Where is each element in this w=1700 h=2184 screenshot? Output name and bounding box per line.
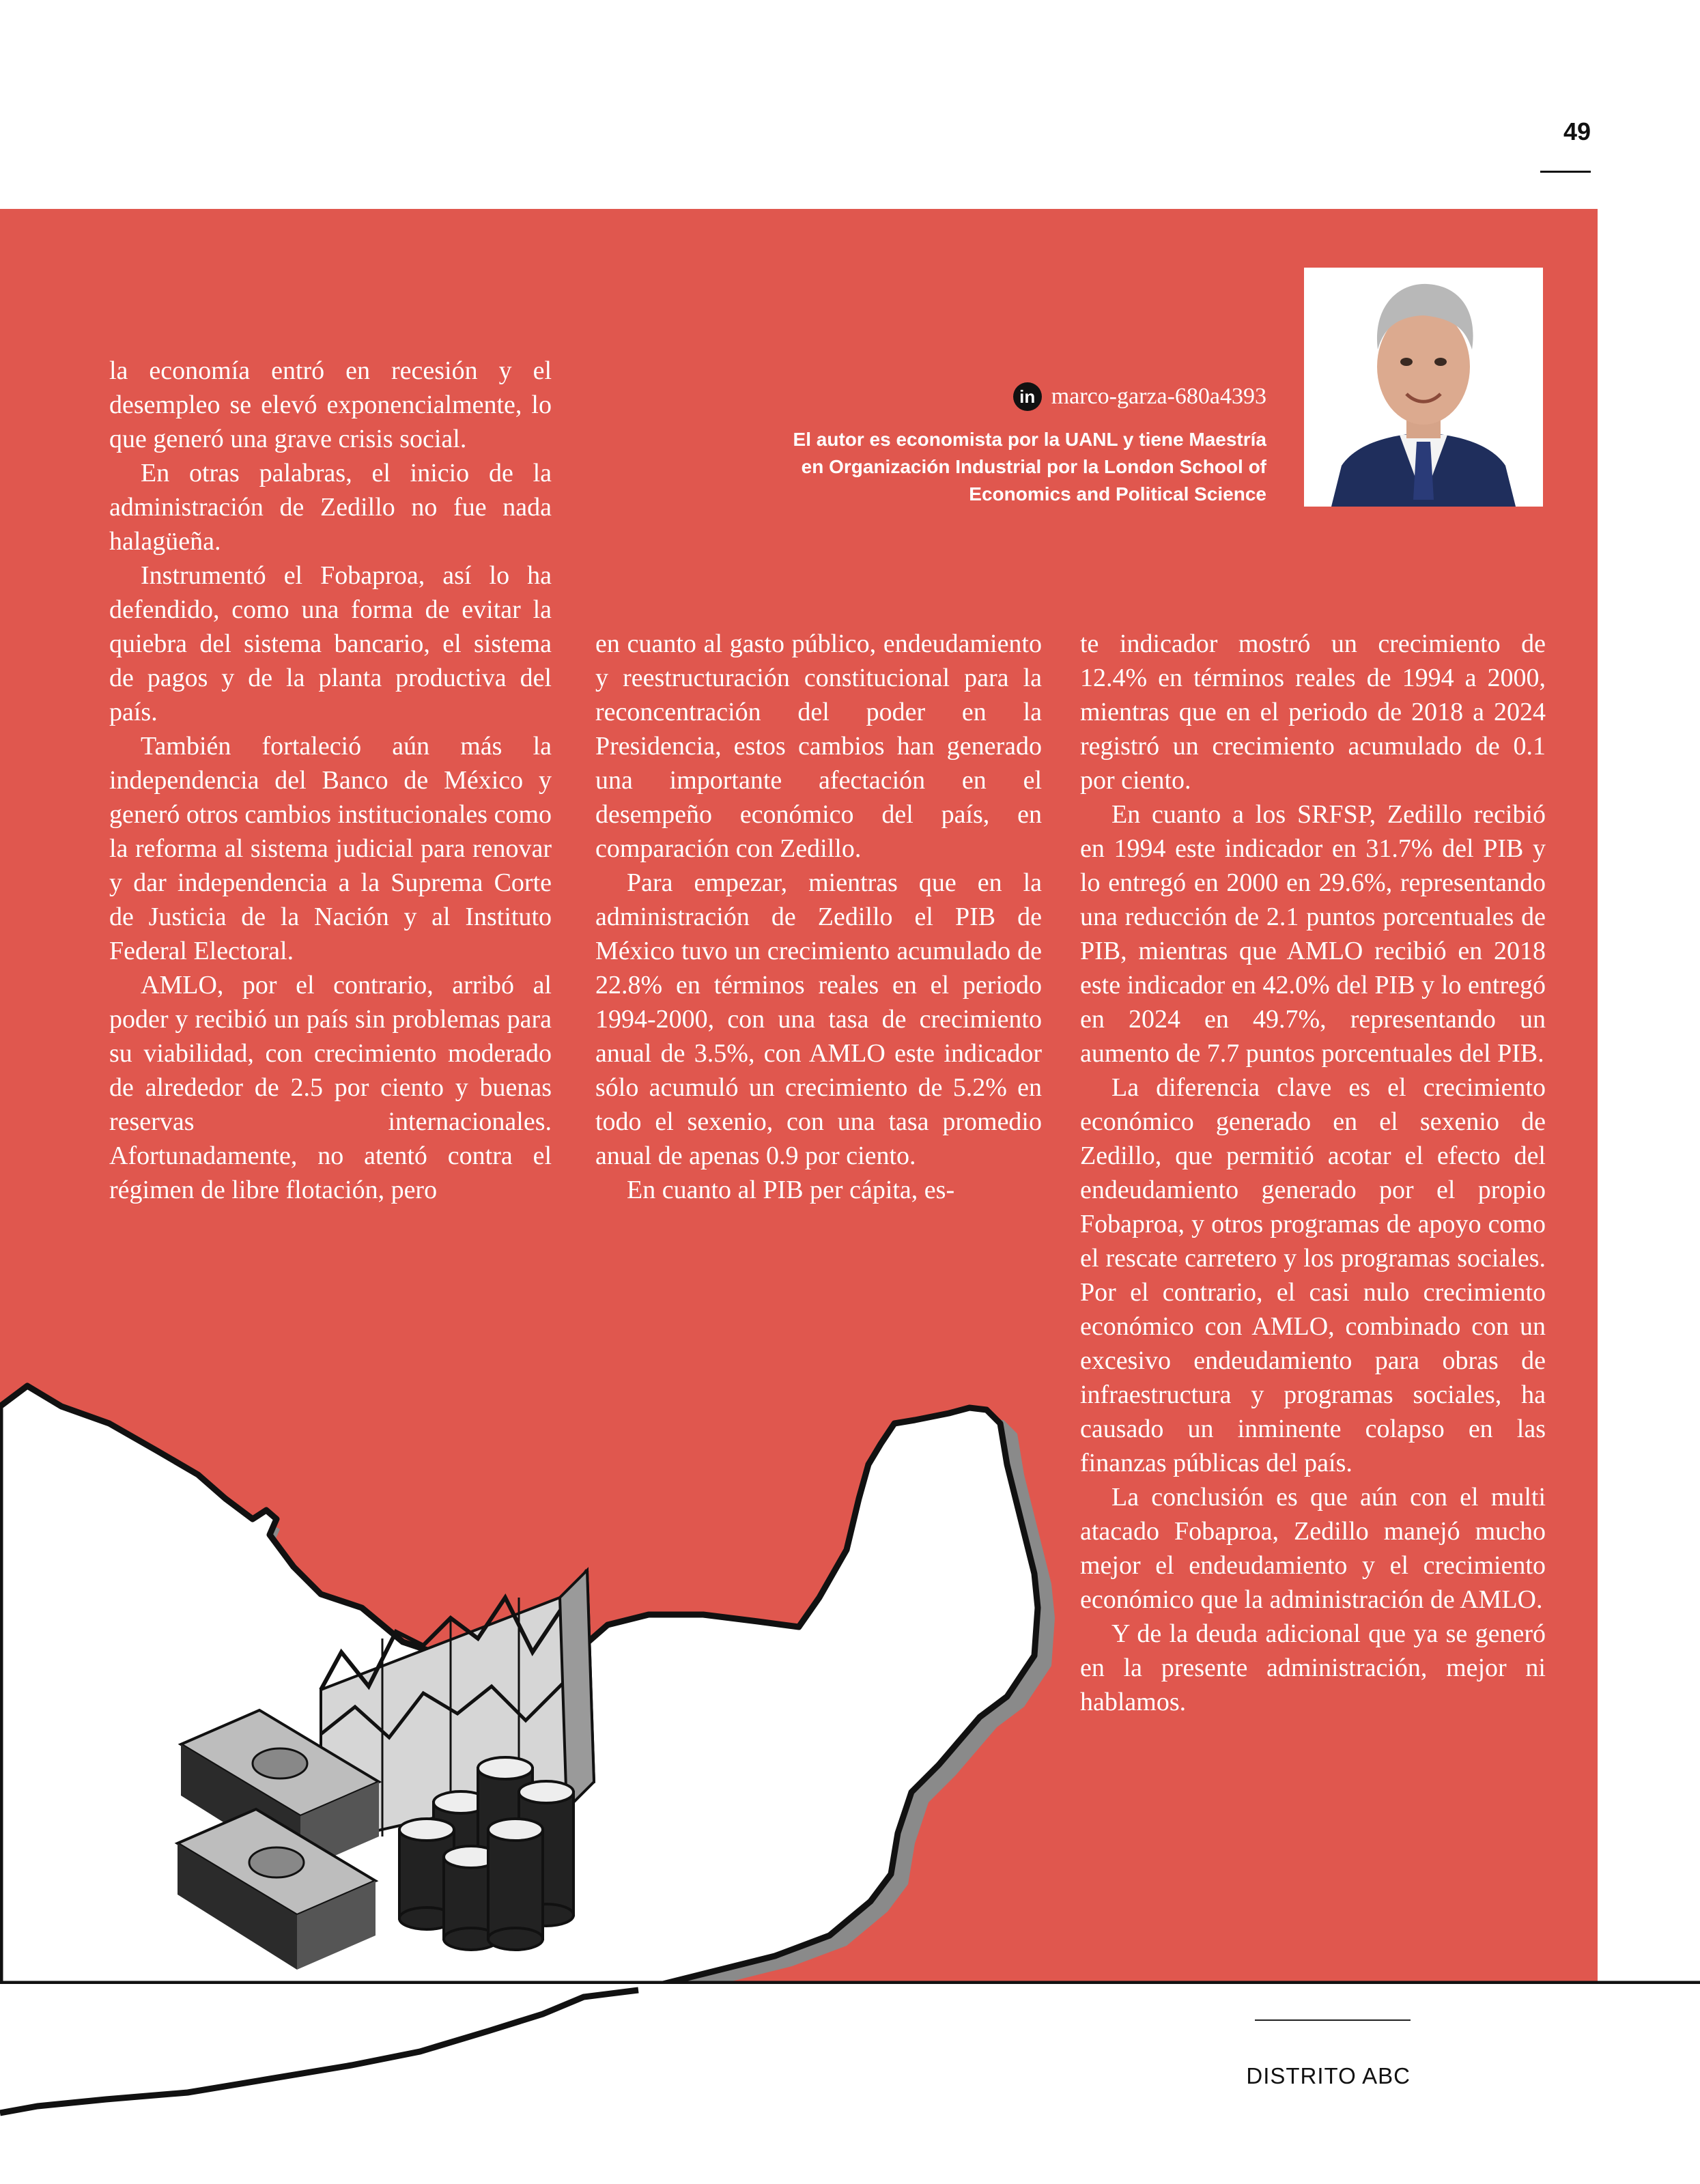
linkedin-row[interactable] <box>655 382 1266 411</box>
footer-rule <box>1255 2019 1411 2021</box>
footer-brand: DISTRITO ABC <box>1246 2063 1411 2088</box>
article-paragraph: En cuanto a los SRFSP, Zedillo recibió en 1994 este indicador en 31.7% del PIB y lo entregó en 2000 en 29.6%, representando una reducción de 2.1 puntos porcentuales de PIB, mientras que AMLO recibió en 2018 este indicador en 42.0% del PIB y lo entregó en 2024 en 49.7%, representando un aumento de 7.7 puntos porcentuales del PIB. <box>1080 800 1546 1068</box>
article-column-2 <box>595 627 1042 1207</box>
article-paragraph: AMLO, por el contrario, arribó al poder y recibió un país sin problemas para su viabilidad, con crecimiento moderado de alrededor de 2.5 por ciento y buenas reservas internacionales. Afortunadamente, no atentó contra el régimen de libre flotación, pero <box>109 971 552 1204</box>
author-bio-line: en Organización Industrial por la London School of <box>801 456 1266 477</box>
author-bio-line: Economics and Political Science <box>969 483 1266 505</box>
article-paragraph: te indicador mostró un crecimiento de 12.4% en términos reales de 1994 a 2000, mientras que en el periodo de 2018 a 2024 registró un crecimiento acumulado de 0.1 por ciento. <box>1080 629 1546 795</box>
article-paragraph: La diferencia clave es el crecimiento económico generado en el sexenio de Zedillo, que permitió acotar el efecto del endeudamiento generado por el propio Fobaproa, y otros programas de apoyo como el rescate carretero y los programas sociales. Por el contrario, el casi nulo crecimiento económico con AMLO, combinado con un excesivo endeudamiento para obras de infraestructura y programas sociales, ha causado un inminente colapso en las finanzas públicas del país. <box>1080 1073 1546 1477</box>
author-portrait <box>1304 268 1543 507</box>
article-paragraph: la economía entró en recesión y el desempleo se elevó exponencialmente, lo que generó una grave crisis social. <box>109 356 552 453</box>
article-column-3 <box>1080 627 1546 1719</box>
page-number: 49 <box>1563 117 1591 145</box>
author-bio <box>655 426 1266 508</box>
article-paragraph: Instrumentó el Fobaproa, así lo ha defendido, como una forma de evitar la quiebra del sistema bancario, el sistema de pagos y de la planta productiva del país. <box>109 561 552 726</box>
linkedin-icon: in <box>1013 382 1042 411</box>
article-paragraph: La conclusión es que aún con el multi atacado Fobaproa, Zedillo manejó mucho mejor el endeudamiento y el crecimiento económico que la administración de AMLO. <box>1080 1483 1546 1614</box>
article-paragraph: También fortaleció aún más la independencia del Banco de México y generó otros cambios institucionales como la reforma al sistema judicial para renovar y dar independencia a la Suprema Corte de Justicia de la Nación y al Instituto Federal Electoral. <box>109 732 552 965</box>
author-bio-line: El autor es economista por la UANL y tiene Maestría <box>793 429 1266 450</box>
article-paragraph: en cuanto al gasto público, endeudamiento y reestructuración constitucional para la reconcentración del poder en la Presidencia, estos cambios han generado una importante afectación en el desempeño económico del país, en comparación con Zedillo. <box>595 629 1042 863</box>
article-paragraph: En otras palabras, el inicio de la administración de Zedillo no fue nada halagüeña. <box>109 459 552 556</box>
article-paragraph: En cuanto al PIB per cápita, es- <box>627 1176 955 1204</box>
article-paragraph: Y de la deuda adicional que ya se generó en la presente administración, mejor ni hablamos. <box>1080 1619 1546 1716</box>
article-column-1 <box>109 354 552 1207</box>
article-paragraph: Para empezar, mientras que en la administración de Zedillo el PIB de México tuvo un crecimiento acumulado de 22.8% en términos reales en el periodo 1994-2000, con una tasa de crecimiento anual de 3.5%, con AMLO este indicador sólo acumuló un crecimiento de 5.2% en todo el sexenio, con una tasa promedio anual de apenas 0.9 por ciento. <box>595 868 1042 1170</box>
linkedin-handle[interactable]: marco-garza-680a4393 <box>1051 384 1266 409</box>
author-box <box>655 382 1266 508</box>
